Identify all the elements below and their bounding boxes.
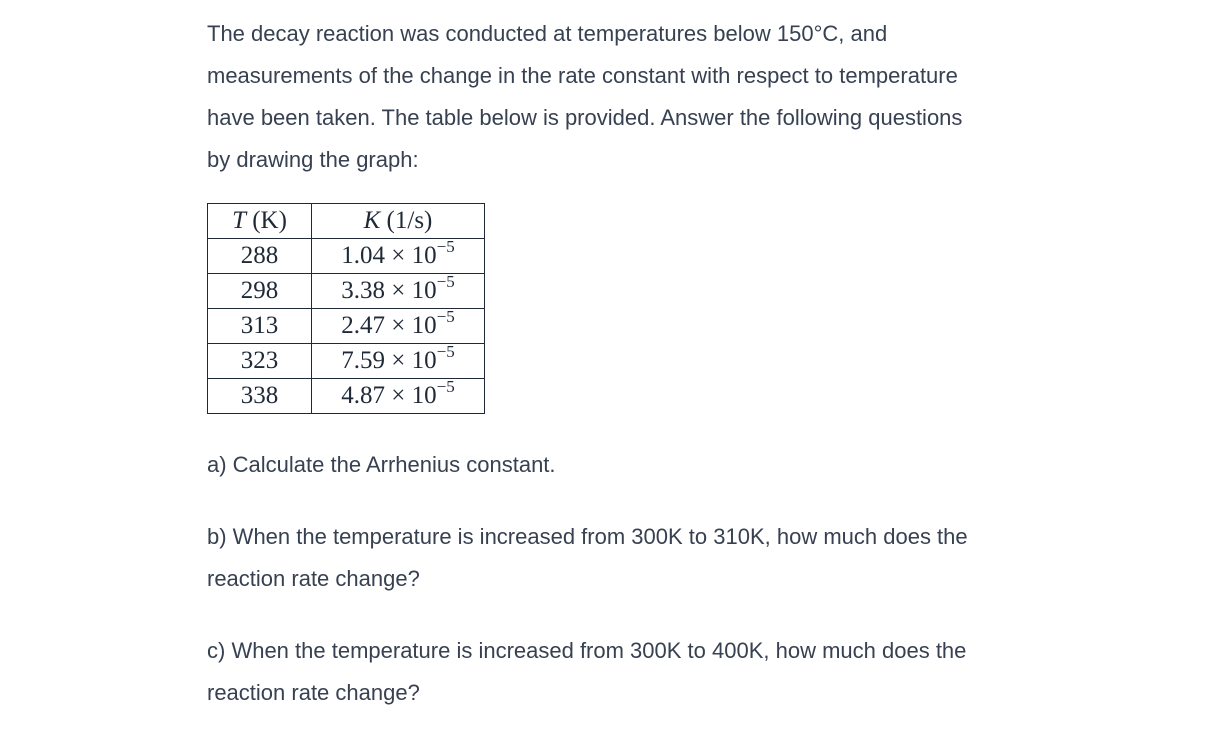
temperature-cell: 313	[208, 309, 312, 344]
header-k-unit: (1/s)	[386, 207, 433, 234]
header-t-unit: (K)	[252, 207, 287, 234]
mantissa: 7.59	[341, 347, 386, 374]
table-row	[208, 344, 485, 379]
temperature-cell: 338	[208, 379, 312, 414]
times-sign: ×	[391, 242, 406, 269]
header-temperature	[208, 204, 312, 239]
rate-constant-cell	[312, 239, 485, 274]
question-b: b) When the temperature is increased from 300K to 310K, how much does the reaction rate change?	[207, 524, 968, 591]
temperature-cell: 298	[208, 274, 312, 309]
table-header-row	[208, 204, 485, 239]
temperature-cell: 288	[208, 239, 312, 274]
rate-constant-cell	[312, 274, 485, 309]
table-row	[208, 274, 485, 309]
exponent: −5	[436, 377, 455, 396]
exponent: −5	[436, 342, 455, 361]
exponent: −5	[436, 272, 455, 291]
exponent: −5	[436, 237, 455, 256]
mantissa: 2.47	[341, 312, 386, 339]
times-sign: ×	[391, 312, 406, 339]
intro-paragraph: The decay reaction was conducted at temperatures below 150°C, and measurements of the change in the rate constant with respect to temperature have been taken. The table below is provided. Answer the following questions by drawing the graph:	[207, 21, 963, 172]
mantissa: 3.38	[341, 277, 386, 304]
rate-constant-cell	[312, 309, 485, 344]
header-rate-constant	[312, 204, 485, 239]
times-sign: ×	[391, 347, 406, 374]
problem-content	[207, 13, 977, 714]
table-row	[208, 379, 485, 414]
question-c: c) When the temperature is increased from 300K to 400K, how much does the reaction rate change?	[207, 638, 967, 705]
times-sign: ×	[391, 382, 406, 409]
header-t-variable: T	[232, 207, 246, 234]
base: 10	[411, 242, 437, 269]
times-sign: ×	[391, 277, 406, 304]
table-row	[208, 239, 485, 274]
base: 10	[411, 312, 437, 339]
table-row	[208, 309, 485, 344]
temperature-cell: 323	[208, 344, 312, 379]
base: 10	[411, 347, 437, 374]
rate-constant-cell	[312, 379, 485, 414]
mantissa: 1.04	[341, 242, 386, 269]
rate-constant-table	[207, 203, 485, 414]
base: 10	[411, 382, 437, 409]
mantissa: 4.87	[341, 382, 386, 409]
rate-constant-cell	[312, 344, 485, 379]
base: 10	[411, 277, 437, 304]
exponent: −5	[436, 307, 455, 326]
question-a: a) Calculate the Arrhenius constant.	[207, 452, 556, 477]
header-k-variable: K	[363, 207, 381, 234]
